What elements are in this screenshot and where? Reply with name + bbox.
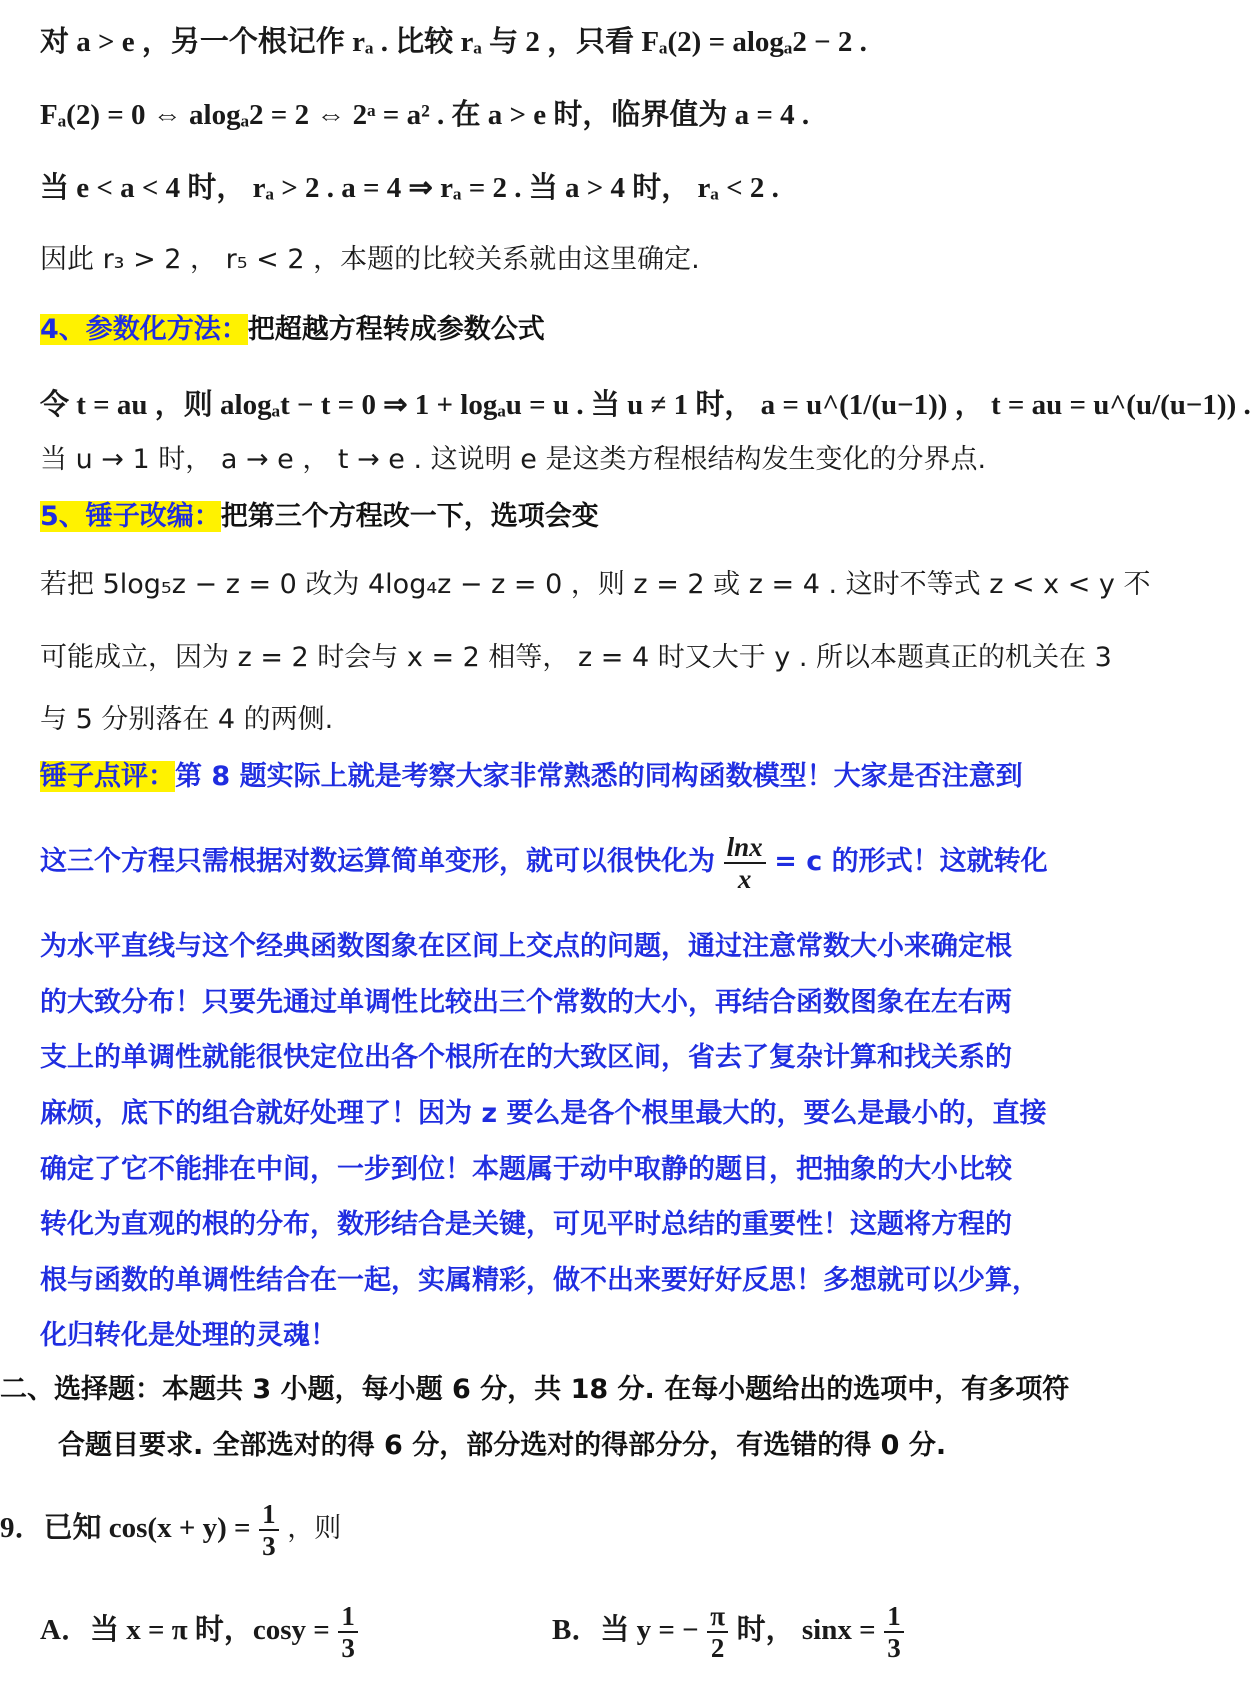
method-4-title: 把超越方程转成参数公式 [247, 314, 545, 345]
comment-line-4: 的大致分布！只要先通过单调性比较出三个常数的大小，再结合函数图象在左右两 [40, 987, 1012, 1018]
derivation-line-1: 对 a > e ，另一个根记作 rₐ . 比较 rₐ 与 2 ，只看 Fₐ(2) = alogₐ2 − 2 . [40, 26, 867, 58]
comment-tag: 锤子点评： [40, 761, 175, 792]
method-5-tag: 5、锤子改编： [40, 501, 221, 532]
comment-line-5: 支上的单调性就能很快定位出各个根所在的大致区间，省去了复杂计算和找关系的 [40, 1042, 1012, 1073]
comment-line-2: 这三个方程只需根据对数运算简单变形，就可以很快化为 $\frac{\ln x}{x}$ = c 的形式！这就转化 [40, 831, 1048, 894]
derivation-line-2: Fₐ(2) = 0 ⇔ alogₐ2 = 2 ⇔ 2ᵃ = a² . 在 a > e 时，临界值为 a = 4 . [40, 99, 810, 131]
lnx-over-x-fraction: $\frac{\ln x}{x}$ [724, 832, 766, 894]
method-4-heading [40, 310, 545, 350]
option-a-fraction: $\frac{1}{3}$ [338, 1601, 358, 1663]
method-4-tag: 4、参数化方法： [40, 314, 248, 345]
method-5-heading [40, 497, 599, 537]
method-5-title: 把第三个方程改一下，选项会变 [220, 501, 599, 532]
comment-line-3: 为水平直线与这个经典函数图象在区间上交点的问题，通过注意常数大小来确定根 [40, 931, 1012, 962]
variant-line-3: 与 5 分别落在 4 的两侧. [40, 704, 334, 735]
comment-line-10: 化归转化是处理的灵魂！ [40, 1320, 337, 1351]
section-2-heading: 二、选择题：本题共 3 小题，每小题 6 分，共 18 分. 在每小题给出的选项中，有多项符 [0, 1374, 1070, 1405]
option-b[interactable]: B．当 y = − $\frac{\pi}{2}$ 时， sinx = $\frac{1}{3}$ [552, 1590, 904, 1671]
option-a[interactable]: A．当 x = π 时，cosy = $\frac{1}{3}$ [40, 1590, 358, 1671]
comment-line-1: 锤子点评：第 8 题实际上就是考察大家非常熟悉的同构函数模型！大家是否注意到 [40, 761, 1023, 792]
param-line: 令 t = au ，则 alogₐt − t = 0 ⇒ 1 + logₐu = u . 当 u ≠ 1 时， a = u^(1/(u−1)) ， t = au = u^(u/(u−1)) . [40, 389, 1251, 421]
variant-line-2: 可能成立，因为 z = 2 时会与 x = 2 相等， z = 4 时又大于 y . 所以本题真正的机关在 3 [40, 642, 1112, 673]
one-third-fraction: $\frac{1}{3}$ [259, 1499, 279, 1561]
option-b-fraction: $\frac{1}{3}$ [884, 1601, 904, 1663]
derivation-line-3: 当 e < a < 4 时， rₐ > 2 . a = 4 ⇒ rₐ = 2 . 当 a > 4 时， rₐ < 2 . [40, 172, 779, 204]
param-limit-line: 当 u → 1 时， a → e ， t → e . 这说明 e 是这类方程根结构发生变化的分界点. [40, 444, 987, 475]
comment-line-6: 麻烦，底下的组合就好处理了！因为 z 要么是各个根里最大的，要么是最小的，直接 [40, 1098, 1047, 1129]
comment-line-9: 根与函数的单调性结合在一起，实属精彩，做不出来要好好反思！多想就可以少算， [40, 1265, 1039, 1296]
question-9-stem: 9．已知 cos(x + y) = $\frac{1}{3}$ ，则 [0, 1498, 342, 1561]
variant-line-1: 若把 5log₅z − z = 0 改为 4log₄z − z = 0 ，则 z = 2 或 z = 4 . 这时不等式 z < x < y 不 [40, 569, 1151, 600]
section-2-instructions: 合题目要求. 全部选对的得 6 分，部分选对的得部分分，有选错的得 0 分. [58, 1430, 947, 1461]
derivation-line-4: 因此 r₃ > 2 ， r₅ < 2 ，本题的比较关系就由这里确定. [40, 244, 700, 275]
comment-line-7: 确定了它不能排在中间，一步到位！本题属于动中取静的题目，把抽象的大小比较 [40, 1154, 1012, 1185]
comment-line-8: 转化为直观的根的分布，数形结合是关键，可见平时总结的重要性！这题将方程的 [40, 1209, 1012, 1240]
option-b-pi-fraction: $\frac{\pi}{2}$ [707, 1601, 728, 1663]
